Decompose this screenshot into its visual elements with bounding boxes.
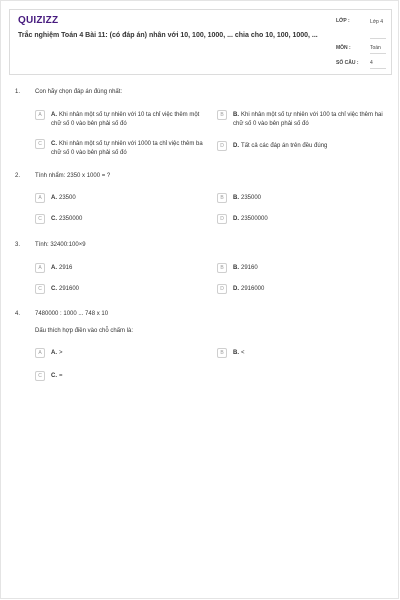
option-text-wrap	[233, 264, 393, 273]
option-letter-box: A	[35, 348, 45, 358]
option-letter: A.	[51, 350, 57, 356]
option-letter-box: B	[217, 263, 227, 273]
option-letter-box: A	[35, 193, 45, 203]
option-letter-box: C	[35, 284, 45, 294]
option-letter-box: A	[35, 263, 45, 273]
option-text: 23500000	[241, 216, 268, 222]
option-text: 2916	[59, 265, 73, 271]
option-text: 23500	[59, 195, 76, 201]
option-letter-box: C	[35, 371, 45, 381]
option-text-wrap	[233, 215, 393, 224]
question-number: 1.	[15, 89, 21, 95]
meta-class-label: LỚP :	[336, 18, 350, 24]
option-text-wrap	[233, 285, 393, 294]
option-text-wrap	[233, 142, 393, 151]
option-letter: D.	[233, 143, 239, 149]
option-letter-box: C	[35, 214, 45, 224]
option-letter: B.	[233, 195, 239, 201]
quizizz-logo: QUIZIZZ	[18, 15, 59, 26]
option-text: 29160	[241, 265, 258, 271]
option-text-wrap	[51, 215, 211, 224]
question-text: Con hãy chọn đáp án đúng nhất:	[35, 89, 123, 95]
option-text-wrap	[51, 111, 211, 128]
option-letter-box: C	[35, 139, 45, 149]
option-text: Tất cả các đáp án trên đều đúng	[241, 143, 328, 149]
option-text-wrap	[51, 194, 211, 203]
option-text-wrap	[51, 264, 211, 273]
option-letter: C.	[51, 141, 57, 147]
option-letter-box: B	[217, 348, 227, 358]
question-number: 2.	[15, 173, 21, 179]
option-text-wrap	[233, 194, 393, 203]
option-letter: A.	[51, 265, 57, 271]
option-letter-box: D	[217, 141, 227, 151]
option-text: 2916000	[241, 286, 265, 292]
option-text-wrap	[51, 285, 211, 294]
option-letter-box: B	[217, 110, 227, 120]
option-letter: B.	[233, 112, 239, 118]
option-letter: C.	[51, 286, 57, 292]
worksheet-title: Trắc nghiệm Toán 4 Bài 11: (có đáp án) nhân với 10, 100, 1000, ... chia cho 10, 100, 1000, ...	[18, 32, 318, 39]
meta-count-value: 4	[370, 60, 373, 66]
question-text: 7480000 : 1000 ... 748 x 10	[35, 311, 109, 317]
meta-divider	[370, 38, 386, 39]
option-letter: C.	[51, 373, 57, 379]
question-subtext: Dấu thích hợp điền vào chỗ chấm là:	[35, 328, 133, 334]
option-letter-box: D	[217, 214, 227, 224]
option-letter: C.	[51, 216, 57, 222]
option-letter-box: B	[217, 193, 227, 203]
option-letter-box: A	[35, 110, 45, 120]
option-text-wrap	[51, 140, 211, 157]
option-letter: D.	[233, 286, 239, 292]
meta-subject-label: MÔN :	[336, 45, 351, 51]
option-letter: A.	[51, 195, 57, 201]
option-text: Khi nhân một số tự nhiên với 100 ta chỉ việc thêm hai chữ số 0 vào bên phải số đó	[233, 112, 383, 127]
option-text: <	[241, 350, 245, 356]
option-text: >	[59, 350, 63, 356]
option-letter-box: D	[217, 284, 227, 294]
option-letter: B.	[233, 265, 239, 271]
worksheet-header	[9, 9, 392, 75]
option-letter: B.	[233, 350, 239, 356]
meta-divider	[370, 53, 386, 54]
option-text-wrap	[233, 111, 393, 128]
meta-count-label: SỐ CÂU :	[336, 60, 359, 66]
question-text: Tính: 32400:100×9	[35, 242, 86, 248]
option-text-wrap	[233, 349, 393, 358]
question-text: Tính nhẩm: 2350 x 1000 = ?	[35, 173, 111, 179]
meta-class-value: Lớp 4	[370, 19, 384, 25]
meta-subject-value: Toán	[370, 45, 381, 51]
option-text: Khi nhân một số tự nhiên với 1000 ta chỉ việc thêm ba chữ số 0 vào bên phải số đó	[51, 141, 203, 156]
option-text: 291600	[59, 286, 80, 292]
option-text: 235000	[241, 195, 262, 201]
option-letter: D.	[233, 216, 239, 222]
option-text-wrap	[51, 372, 211, 381]
meta-divider	[370, 68, 386, 69]
option-letter: A.	[51, 112, 57, 118]
option-text-wrap	[51, 349, 211, 358]
option-text: 2350000	[59, 216, 83, 222]
question-number: 3.	[15, 242, 21, 248]
option-text: =	[59, 373, 63, 379]
option-text: Khi nhân một số tự nhiên với 10 ta chỉ việc thêm một chữ số 0 vào bên phải số đó	[51, 112, 200, 127]
question-number: 4.	[15, 311, 21, 317]
